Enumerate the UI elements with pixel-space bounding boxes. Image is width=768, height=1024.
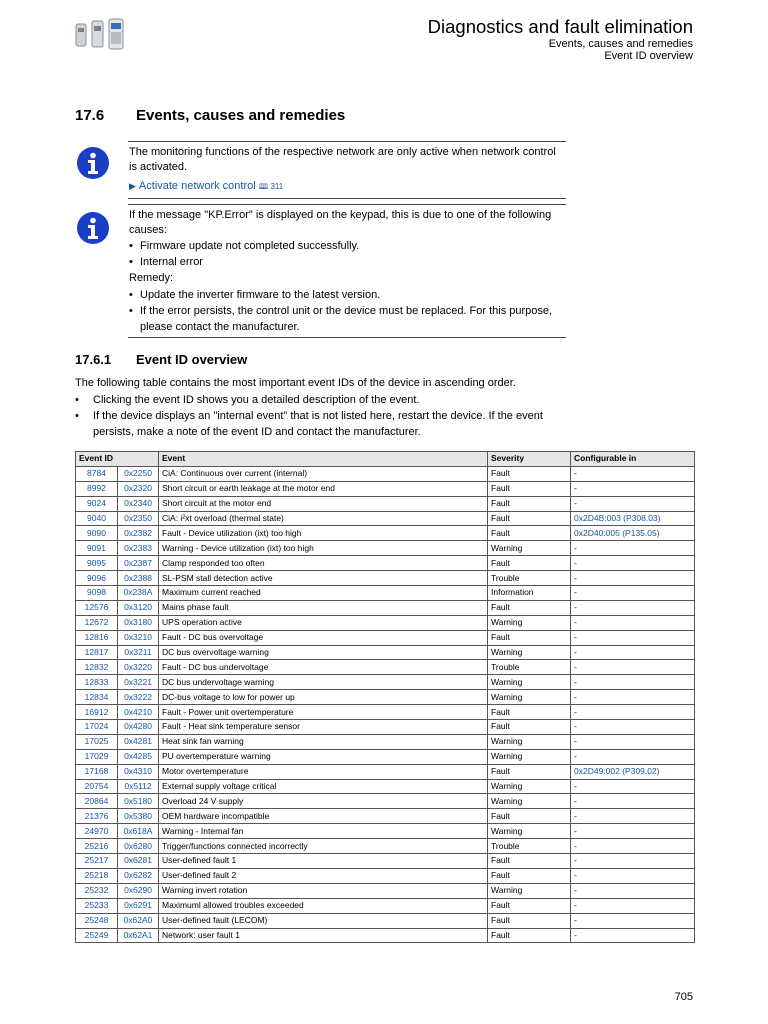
event-id-link[interactable]: 17024 [76, 720, 118, 735]
event-description: Fault - Heat sink temperature sensor [159, 720, 488, 735]
event-hex-link[interactable]: 0x2387 [118, 556, 159, 571]
table-row [76, 526, 695, 541]
event-description: Mains phase fault [159, 600, 488, 615]
event-description: Motor overtemperature [159, 764, 488, 779]
event-id-link[interactable]: 12816 [76, 630, 118, 645]
cause-item: • Firmware update not completed successfully. [129, 238, 565, 254]
event-id-link[interactable]: 25233 [76, 898, 118, 913]
event-hex-link[interactable]: 0x5380 [118, 809, 159, 824]
event-id-link[interactable]: 9098 [76, 586, 118, 601]
event-description: UPS operation active [159, 615, 488, 630]
event-hex-link[interactable]: 0x2340 [118, 496, 159, 511]
event-description: Warning - Device utilization (ixt) too high [159, 541, 488, 556]
col-severity: Severity [488, 452, 571, 467]
event-description: Network: user fault 1 [159, 928, 488, 943]
event-configurable: - [571, 675, 695, 690]
event-hex-link[interactable]: 0x3222 [118, 690, 159, 705]
event-configurable: - [571, 571, 695, 586]
event-description: Heat sink fan warning [159, 734, 488, 749]
event-hex-link[interactable]: 0x6290 [118, 883, 159, 898]
event-severity: Warning [488, 794, 571, 809]
event-id-link[interactable]: 12832 [76, 660, 118, 675]
event-hex-link[interactable]: 0x6291 [118, 898, 159, 913]
table-row [76, 839, 695, 854]
event-description: Warning - Internal fan [159, 824, 488, 839]
event-severity: Fault [488, 928, 571, 943]
event-hex-link[interactable]: 0x4210 [118, 705, 159, 720]
intro-text [75, 375, 555, 440]
table-row [76, 481, 695, 496]
table-row [76, 749, 695, 764]
info-icon [77, 147, 109, 179]
table-row [76, 913, 695, 928]
event-severity: Fault [488, 705, 571, 720]
event-configurable: - [571, 839, 695, 854]
event-configurable[interactable]: 0x2D4B:003 (P308.03) [571, 511, 695, 526]
event-severity: Fault [488, 511, 571, 526]
event-id-link[interactable]: 21376 [76, 809, 118, 824]
note-network [129, 145, 565, 194]
event-configurable[interactable]: 0x2D49:002 (P309.02) [571, 764, 695, 779]
event-configurable: - [571, 541, 695, 556]
event-id-link[interactable]: 25249 [76, 928, 118, 943]
event-configurable: - [571, 660, 695, 675]
event-description: Fault - Power unit overtemperature [159, 705, 488, 720]
event-hex-link[interactable]: 0x5112 [118, 779, 159, 794]
event-hex-link[interactable]: 0x3221 [118, 675, 159, 690]
table-row [76, 690, 695, 705]
event-description: Fault - DC bus undervoltage [159, 660, 488, 675]
event-severity: Warning [488, 883, 571, 898]
event-severity: Warning [488, 645, 571, 660]
event-description: User-defined fault (LECOM) [159, 913, 488, 928]
event-severity: Warning [488, 824, 571, 839]
table-row [76, 854, 695, 869]
event-configurable: - [571, 705, 695, 720]
event-severity: Fault [488, 809, 571, 824]
info-icon [77, 212, 109, 244]
event-severity: Warning [488, 734, 571, 749]
event-configurable: - [571, 809, 695, 824]
header-subtitle: Events, causes and remedies [548, 38, 693, 50]
table-row [76, 928, 695, 943]
event-id-link[interactable]: 17168 [76, 764, 118, 779]
table-row [76, 705, 695, 720]
table-row [76, 779, 695, 794]
event-hex-link[interactable]: 0x6280 [118, 839, 159, 854]
event-severity: Fault [488, 466, 571, 481]
table-row [76, 809, 695, 824]
event-severity: Fault [488, 854, 571, 869]
table-row [76, 511, 695, 526]
event-configurable: - [571, 928, 695, 943]
note-intro: If the message "KP.Error" is displayed on the keypad, this is due to one of the following causes: [129, 209, 552, 236]
event-description: DC-bus voltage to low for power up [159, 690, 488, 705]
event-hex-link[interactable]: 0x2320 [118, 481, 159, 496]
event-hex-link[interactable]: 0x4281 [118, 734, 159, 749]
page-ref: 🕮 311 [258, 182, 284, 191]
event-configurable: - [571, 496, 695, 511]
device-product-icon [74, 18, 128, 50]
header-subtitle-2: Event ID overview [604, 50, 693, 62]
remedy-item: • If the error persists, the control unit or the device must be replaced. For this purpose, please contact the manufacturer. [129, 303, 565, 335]
event-hex-link[interactable]: 0x3220 [118, 660, 159, 675]
event-configurable: - [571, 600, 695, 615]
event-severity: Warning [488, 749, 571, 764]
event-description: Overload 24 V supply [159, 794, 488, 809]
table-row [76, 615, 695, 630]
note-divider [128, 204, 566, 205]
event-severity: Warning [488, 690, 571, 705]
event-description: OEM hardware incompatible [159, 809, 488, 824]
event-severity: Fault [488, 630, 571, 645]
event-configurable: - [571, 720, 695, 735]
subsection-title: Event ID overview [136, 352, 248, 367]
event-severity: Fault [488, 526, 571, 541]
event-description: Warning invert rotation [159, 883, 488, 898]
event-description: Maximuml allowed troubles exceeded [159, 898, 488, 913]
event-hex-link[interactable]: 0x4285 [118, 749, 159, 764]
note-keypad-error [129, 208, 565, 335]
event-hex-link[interactable]: 0x5180 [118, 794, 159, 809]
event-hex-link[interactable]: 0x2388 [118, 571, 159, 586]
event-severity: Fault [488, 764, 571, 779]
table-row [76, 660, 695, 675]
note-divider [128, 198, 566, 199]
table-row [76, 675, 695, 690]
event-id-link[interactable]: 12576 [76, 600, 118, 615]
event-id-link[interactable]: 20864 [76, 794, 118, 809]
table-row [76, 720, 695, 735]
event-hex-link[interactable]: 0x3120 [118, 600, 159, 615]
event-severity: Warning [488, 615, 571, 630]
event-id-link[interactable]: 8992 [76, 481, 118, 496]
event-description: User-defined fault 1 [159, 854, 488, 869]
event-hex-link[interactable]: 0x62A0 [118, 913, 159, 928]
event-description: Trigger/functions connected incorrectly [159, 839, 488, 854]
event-severity: Fault [488, 720, 571, 735]
event-description: Clamp responded too often [159, 556, 488, 571]
event-configurable: - [571, 481, 695, 496]
table-row [76, 571, 695, 586]
table-row [76, 794, 695, 809]
event-hex-link[interactable]: 0x618A [118, 824, 159, 839]
event-id-link[interactable]: 20754 [76, 779, 118, 794]
event-id-link[interactable]: 9040 [76, 511, 118, 526]
section-title: Events, causes and remedies [136, 107, 346, 124]
event-description: Fault - Device utilization (ixt) too high [159, 526, 488, 541]
event-id-link[interactable]: 17029 [76, 749, 118, 764]
event-configurable: - [571, 854, 695, 869]
event-configurable: - [571, 868, 695, 883]
event-severity: Fault [488, 556, 571, 571]
event-id-link[interactable]: 16912 [76, 705, 118, 720]
page-number: 705 [674, 991, 693, 1003]
table-row [76, 898, 695, 913]
event-id-link[interactable]: 9090 [76, 526, 118, 541]
event-hex-link[interactable]: 0x6281 [118, 854, 159, 869]
event-description: External supply voltage critical [159, 779, 488, 794]
table-row [76, 556, 695, 571]
table-row [76, 824, 695, 839]
table-row [76, 630, 695, 645]
event-severity: Trouble [488, 660, 571, 675]
event-description: User-defined fault 2 [159, 868, 488, 883]
event-id-link[interactable]: 24970 [76, 824, 118, 839]
event-hex-link[interactable]: 0x3211 [118, 645, 159, 660]
event-hex-link[interactable]: 0x2350 [118, 511, 159, 526]
event-hex-link[interactable]: 0x4310 [118, 764, 159, 779]
event-severity: Warning [488, 541, 571, 556]
event-configurable: - [571, 779, 695, 794]
event-hex-link[interactable]: 0x238A [118, 586, 159, 601]
event-hex-link[interactable]: 0x2383 [118, 541, 159, 556]
note-text: The monitoring functions of the respective network are only active when network control is activated. [129, 146, 556, 173]
event-description: PU overtemperature warning [159, 749, 488, 764]
event-description: Fault - DC bus overvoltage [159, 630, 488, 645]
event-severity: Warning [488, 675, 571, 690]
event-id-link[interactable]: 12833 [76, 675, 118, 690]
event-id-link[interactable]: 12834 [76, 690, 118, 705]
event-severity: Fault [488, 898, 571, 913]
table-row [76, 645, 695, 660]
note-divider [128, 141, 566, 142]
event-id-link[interactable]: 12817 [76, 645, 118, 660]
table-row [76, 496, 695, 511]
remedy-item: • Update the inverter firmware to the latest version. [129, 287, 565, 303]
event-hex-link[interactable]: 0x3210 [118, 630, 159, 645]
event-severity: Fault [488, 868, 571, 883]
cause-item: • Internal error [129, 254, 565, 270]
event-hex-link[interactable]: 0x4280 [118, 720, 159, 735]
event-configurable: - [571, 883, 695, 898]
table-row [76, 764, 695, 779]
col-configurable: Configurable in [571, 452, 695, 467]
event-id-link[interactable]: 25217 [76, 854, 118, 869]
event-hex-link[interactable]: 0x62A1 [118, 928, 159, 943]
book-icon: 🕮 [258, 182, 269, 191]
event-configurable[interactable]: 0x2D40:005 (P135.05) [571, 526, 695, 541]
subsection-number: 17.6.1 [75, 352, 112, 367]
event-hex-link[interactable]: 0x2250 [118, 466, 159, 481]
event-configurable: - [571, 615, 695, 630]
intro-bullet: • If the device displays an "internal event" that is not listed here, restart the device. If the event persists, make a note of the event ID and contact the manufacturer. [75, 408, 555, 440]
table-row [76, 600, 695, 615]
event-configurable: - [571, 794, 695, 809]
event-configurable: - [571, 749, 695, 764]
table-row [76, 883, 695, 898]
event-configurable: - [571, 898, 695, 913]
event-description: Short circuit or earth leakage at the motor end [159, 481, 488, 496]
event-severity: Trouble [488, 839, 571, 854]
event-severity: Warning [488, 779, 571, 794]
col-event: Event [159, 452, 488, 467]
table-row [76, 586, 695, 601]
event-id-link[interactable]: 25216 [76, 839, 118, 854]
table-row [76, 466, 695, 481]
table-row [76, 541, 695, 556]
event-configurable: - [571, 586, 695, 601]
event-id-link[interactable]: 9095 [76, 556, 118, 571]
event-severity: Fault [488, 913, 571, 928]
link-label[interactable]: Activate network control [138, 180, 256, 192]
intro-paragraph: The following table contains the most important event IDs of the device in ascending order. [75, 377, 516, 389]
event-id-link[interactable]: 12672 [76, 615, 118, 630]
intro-bullet: • Clicking the event ID shows you a detailed description of the event. [75, 392, 555, 408]
remedy-label: Remedy: [129, 272, 174, 284]
event-severity: Fault [488, 600, 571, 615]
note-divider [128, 337, 566, 338]
event-configurable: - [571, 824, 695, 839]
col-event-id: Event ID [76, 452, 159, 467]
event-id-link[interactable]: 9096 [76, 571, 118, 586]
event-description: Short circuit at the motor end [159, 496, 488, 511]
event-id-link[interactable]: 9091 [76, 541, 118, 556]
event-configurable: - [571, 630, 695, 645]
event-id-link[interactable]: 17025 [76, 734, 118, 749]
event-configurable: - [571, 690, 695, 705]
event-id-link[interactable]: 25232 [76, 883, 118, 898]
event-severity: Information [488, 586, 571, 601]
event-id-link[interactable]: 8784 [76, 466, 118, 481]
event-id-link[interactable]: 9024 [76, 496, 118, 511]
event-severity: Fault [488, 481, 571, 496]
event-severity: Fault [488, 496, 571, 511]
event-description: DC bus overvoltage warning [159, 645, 488, 660]
event-configurable: - [571, 466, 695, 481]
event-severity: Trouble [488, 571, 571, 586]
event-configurable: - [571, 556, 695, 571]
activate-network-link[interactable]: ▶ Activate network control 🕮 311 [129, 180, 284, 192]
event-table [75, 451, 695, 943]
event-configurable: - [571, 913, 695, 928]
section-number: 17.6 [75, 107, 105, 124]
event-id-link[interactable]: 25218 [76, 868, 118, 883]
table-row [76, 734, 695, 749]
table-row [76, 868, 695, 883]
event-description: Maximum current reached [159, 586, 488, 601]
event-hex-link[interactable]: 0x6282 [118, 868, 159, 883]
event-hex-link[interactable]: 0x2382 [118, 526, 159, 541]
table-header-row [76, 452, 695, 467]
header-title: Diagnostics and fault elimination [427, 16, 693, 37]
event-description: CiA: Continuous over current (internal) [159, 466, 488, 481]
event-description: CiA: i²xt overload (thermal state) [159, 511, 488, 526]
event-description: SL-PSM stall detection active [159, 571, 488, 586]
event-configurable: - [571, 645, 695, 660]
event-configurable: - [571, 734, 695, 749]
event-hex-link[interactable]: 0x3180 [118, 615, 159, 630]
event-description: DC bus undervoltage warning [159, 675, 488, 690]
event-id-link[interactable]: 25248 [76, 913, 118, 928]
